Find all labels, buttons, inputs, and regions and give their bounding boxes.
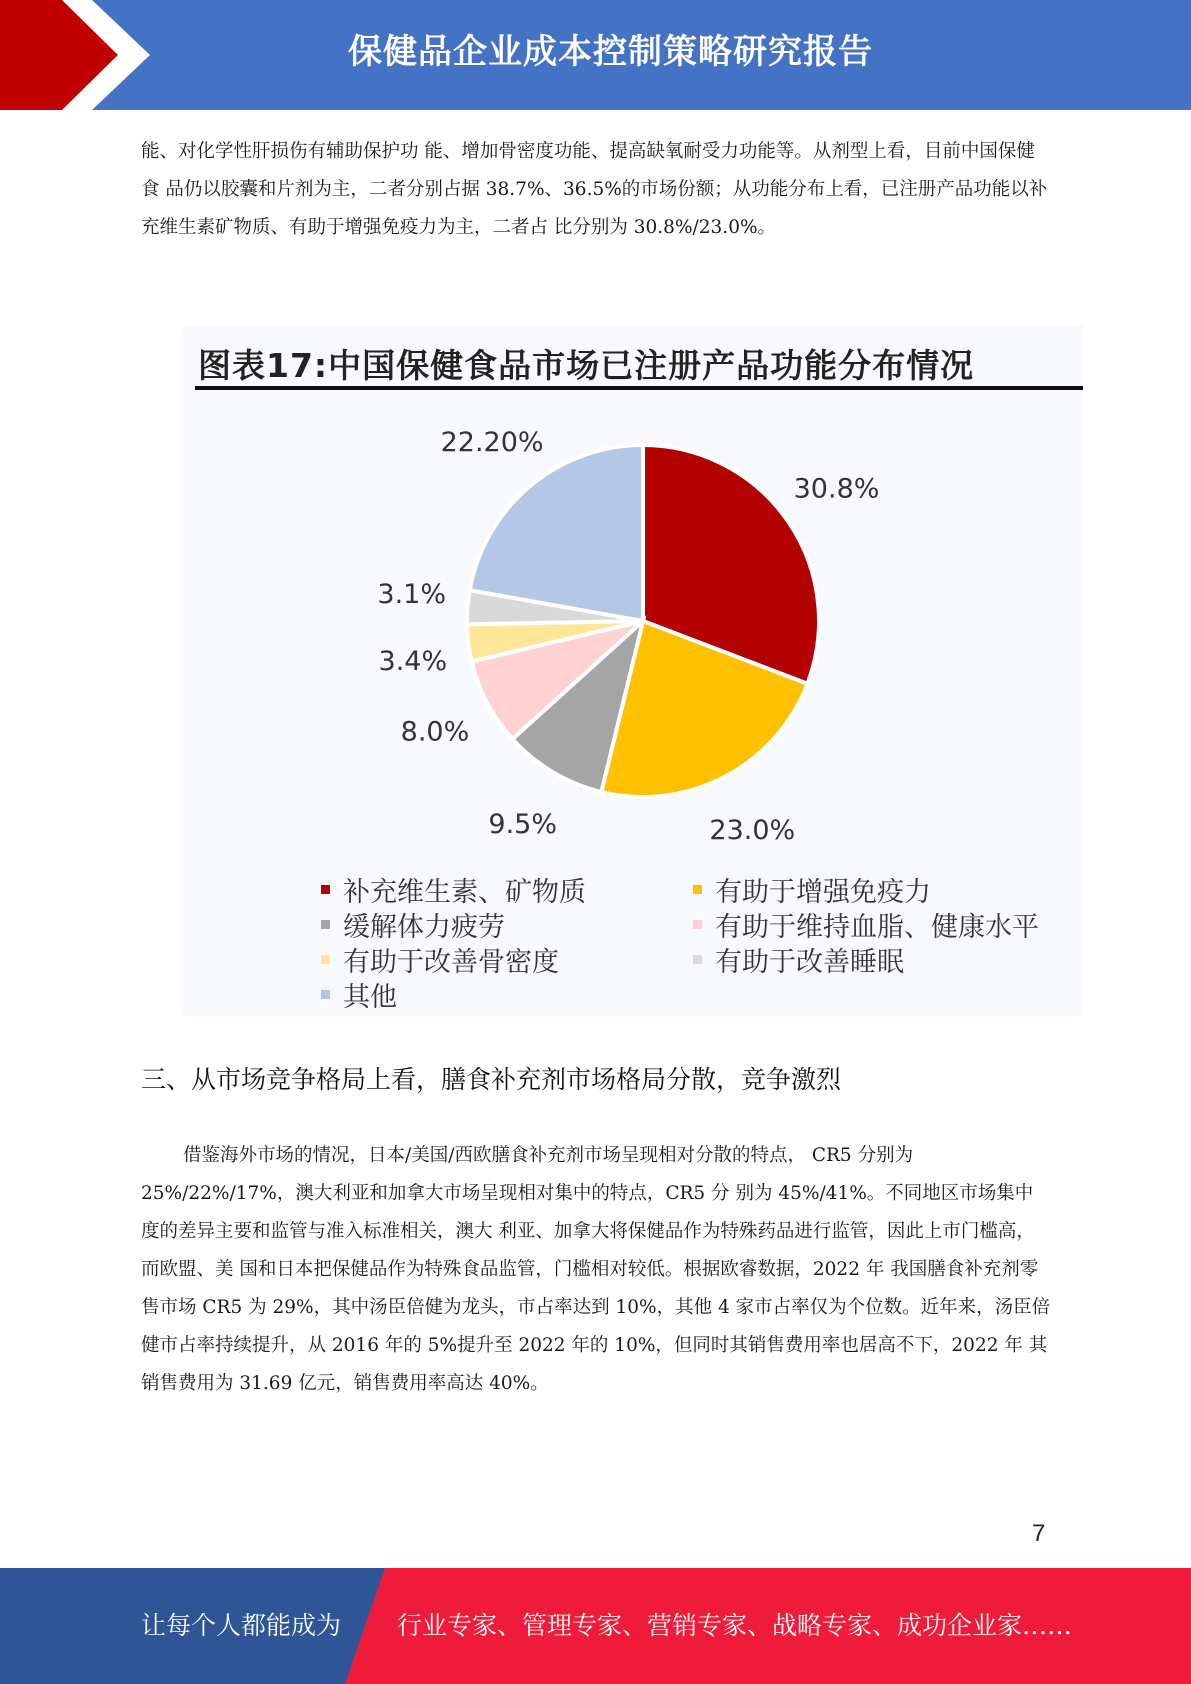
- body-paragraph-1: 能、对化学性肝损伤有辅助保护功 能、增加骨密度功能、提高缺氧耐受力功能等。从剂型上看，目前中国保健食 品仍以胶囊和片剂为主，二者分别占据 38.7%、36.5%的市场份额；从功能分布上看，已注册产品功能以补充维生素矿物质、有助于增强免疫力为主，二者占 比分别为 30.8%/23.0%。: [141, 141, 1048, 238]
- legend-item-2: [321, 905, 505, 944]
- legend-label: 有助于改善睡眠: [715, 947, 904, 978]
- pie-data-label-4: 3.4%: [378, 646, 448, 678]
- legend-item-5: [693, 940, 904, 979]
- pie-chart: [183, 326, 1083, 866]
- footer-slogan-right: 行业专家、管理专家、营销专家、战略专家、成功企业家……: [397, 1611, 1073, 1640]
- legend-swatch: [693, 920, 702, 929]
- page-header: [0, 0, 1191, 110]
- pie-data-label-1: 23.0%: [709, 815, 796, 847]
- pie-slice-6: [470, 445, 643, 621]
- legend-item-1: [693, 870, 931, 909]
- footer-slogan-left: 让每个人都能成为: [141, 1611, 342, 1640]
- legend-swatch: [321, 920, 330, 929]
- pie-data-label-5: 3.1%: [377, 578, 447, 610]
- page-number: 7: [1032, 1520, 1046, 1547]
- body-paragraph-2: 借鉴海外市场的情况，日本/美国/西欧膳食补充剂市场呈现相对分散的特点， CR5 分别为 25%/22%/17%，澳大利亚和加拿大市场呈现相对集中的特点，CR5 分 别为 45%/41%。不同地区市场集中度的差异主要和监管与准入标准相关，澳大 利亚、加拿大将保健品作为特殊药品进行监管，因此上市门槛高，而欧盟、美 国和日本把保健品作为特殊食品监管，门槛相对较低。根据欧睿数据，2022 年 我国膳食补充剂零售市场 CR5 为 29%，其中汤臣倍健为龙头，市占率达到 10%，其他 4 家市占率仅为个位数。近年来，汤臣倍健市占率持续提升，从 2016 年的 5%提升至 2022 年的 10%，但同时其销售费用率也居高不下，2022 年 其销售费用为 31.69 亿元，销售费用率高达 40%。: [141, 1145, 1051, 1394]
- chart-title: 图表17:中国保健食品市场已注册产品功能分布情况: [198, 346, 975, 385]
- pie-chart-figure: [183, 326, 1083, 1016]
- section-heading: 三、从市场竞争格局上看，膳食补充剂市场格局分散，竞争激烈: [141, 1065, 842, 1094]
- legend-label: 缓解体力疲劳: [343, 912, 505, 943]
- legend-swatch: [321, 885, 330, 894]
- legend-label: 有助于改善骨密度: [343, 947, 559, 978]
- pie-data-label-3: 8.0%: [400, 716, 470, 748]
- legend-item-4: [321, 940, 559, 979]
- legend-swatch: [693, 885, 702, 894]
- pie-data-label-6: 22.20%: [440, 426, 544, 458]
- pie-data-label-2: 9.5%: [488, 808, 558, 840]
- legend-swatch: [321, 990, 330, 999]
- legend-item-3: [693, 905, 1039, 944]
- legend-swatch: [693, 955, 702, 964]
- legend-label: 有助于增强免疫力: [715, 877, 931, 908]
- legend-label: 有助于维持血脂、健康水平: [715, 912, 1039, 943]
- legend-label: 其他: [343, 982, 397, 1013]
- page-footer: [0, 1568, 1191, 1684]
- legend-label: 补充维生素、矿物质: [343, 877, 586, 908]
- report-title: 保健品企业成本控制策略研究报告: [348, 32, 873, 72]
- pie-data-label-0: 30.8%: [793, 473, 880, 505]
- legend-item-6: [321, 975, 397, 1014]
- legend-swatch: [321, 955, 330, 964]
- legend-item-0: [321, 870, 586, 909]
